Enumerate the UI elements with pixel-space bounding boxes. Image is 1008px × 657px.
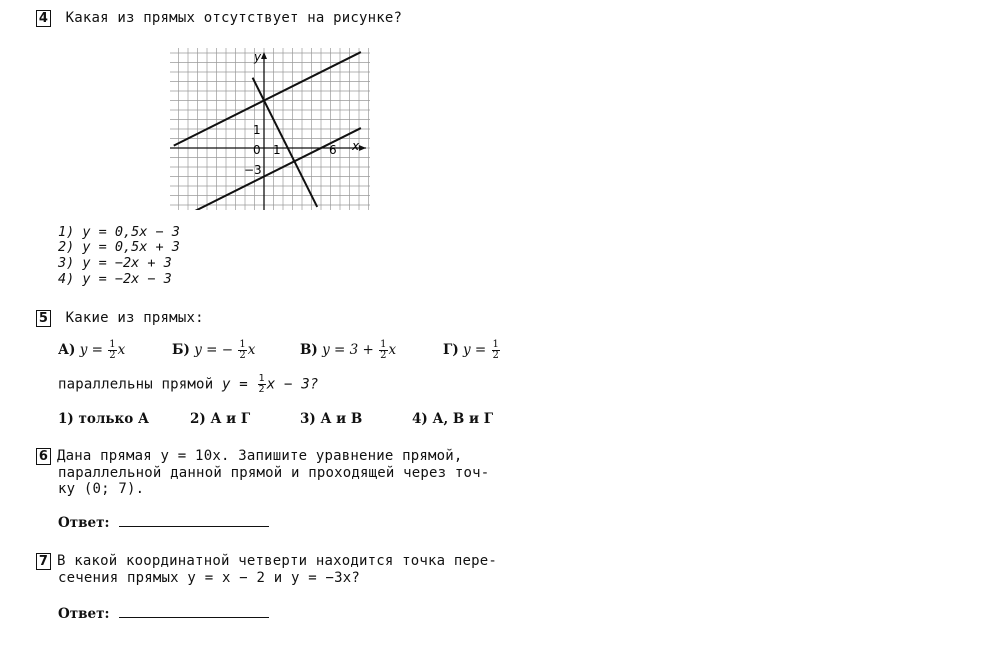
x-axis-label: x <box>352 139 360 153</box>
q5-option-b <box>172 340 255 361</box>
origin-label: 0 <box>253 143 261 157</box>
answer-label: Ответ: <box>58 515 110 531</box>
tick-label-one-x: 1 <box>273 143 281 157</box>
question-number: 5 <box>36 310 51 327</box>
equation-left: y = 3 + <box>322 342 374 358</box>
equation-left: y = <box>79 342 103 358</box>
q4-option-3: 3) y = −2x + 3 <box>58 255 172 271</box>
q7-line-1: В какой координатной четверти находится точка пере- <box>57 553 498 569</box>
fraction <box>108 340 116 361</box>
denominator: 2 <box>109 350 116 361</box>
tick-label-six: 6 <box>329 143 337 157</box>
equation-right: x <box>117 342 126 358</box>
q5-option-v <box>300 340 396 361</box>
fraction <box>379 340 387 361</box>
denominator: 2 <box>258 384 265 395</box>
q5-option-a <box>58 340 125 361</box>
q6-answer <box>58 515 269 531</box>
q5-answer-2: 2) А и Г <box>190 411 251 427</box>
option-label: Б) <box>172 342 190 358</box>
question-6 <box>36 448 489 497</box>
coordinate-graph <box>170 48 370 210</box>
question-4 <box>36 10 402 27</box>
numerator: 1 <box>258 373 265 384</box>
line-lower <box>179 128 361 210</box>
q7-line-2: сечения прямых y = x − 2 и y = −3x? <box>58 570 361 586</box>
tick-label-one-y: 1 <box>253 123 261 137</box>
question-text: Какие из прямых: <box>65 310 204 326</box>
q5-answer-3: 3) А и В <box>300 411 363 427</box>
denominator: 2 <box>380 350 387 361</box>
answer-line[interactable] <box>119 616 269 618</box>
equation-right: x <box>247 342 256 358</box>
q5-option-g <box>443 340 501 361</box>
q6-line-1: Дана прямая y = 10x. Запишите уравнение прямой, <box>57 448 463 464</box>
q6-line-2: параллельной данной прямой и проходящей через точ- <box>58 465 490 481</box>
numerator: 1 <box>492 339 499 350</box>
y-axis-label: y <box>254 50 262 64</box>
numerator: 1 <box>109 339 116 350</box>
numerator: 1 <box>380 339 387 350</box>
question-number: 6 <box>36 448 51 465</box>
option-label: Г) <box>443 342 459 358</box>
q5-answer-1: 1) только А <box>58 411 149 427</box>
parallel-equation-right: x − 3? <box>266 376 319 393</box>
tick-label-minus-three: −3 <box>244 163 262 177</box>
denominator: 2 <box>492 350 499 361</box>
answer-line[interactable] <box>119 525 269 527</box>
fraction <box>492 340 500 361</box>
equation-left: y = <box>463 342 487 358</box>
q5-answer-4: 4) А, В и Г <box>412 411 494 427</box>
option-label: В) <box>300 342 318 358</box>
denominator: 2 <box>239 350 246 361</box>
q4-option-2: 2) y = 0,5x + 3 <box>58 239 180 255</box>
equation-right: x <box>388 342 397 358</box>
q4-option-1: 1) y = 0,5x − 3 <box>58 224 180 240</box>
numerator: 1 <box>239 339 246 350</box>
question-7 <box>36 553 497 586</box>
q6-line-3: ку (0; 7). <box>58 481 145 497</box>
question-number: 4 <box>36 10 51 27</box>
grid <box>170 48 370 210</box>
equation-left: y = − <box>194 342 234 358</box>
parallel-equation-left: y = <box>221 376 248 393</box>
fraction <box>258 374 266 395</box>
fraction <box>238 340 246 361</box>
question-number: 7 <box>36 553 51 570</box>
parallel-text: параллельны прямой <box>58 376 214 393</box>
answer-label: Ответ: <box>58 606 110 622</box>
question-5 <box>36 310 204 327</box>
q7-answer <box>58 606 269 622</box>
line-steep <box>253 78 318 207</box>
option-label: А) <box>58 342 76 358</box>
x-axis-arrow <box>359 145 366 151</box>
q4-option-4: 4) y = −2x − 3 <box>58 271 172 287</box>
question-text: Какая из прямых отсутствует на рисунке? <box>65 10 403 26</box>
line-upper <box>174 52 361 146</box>
q5-parallel-line <box>58 374 319 395</box>
